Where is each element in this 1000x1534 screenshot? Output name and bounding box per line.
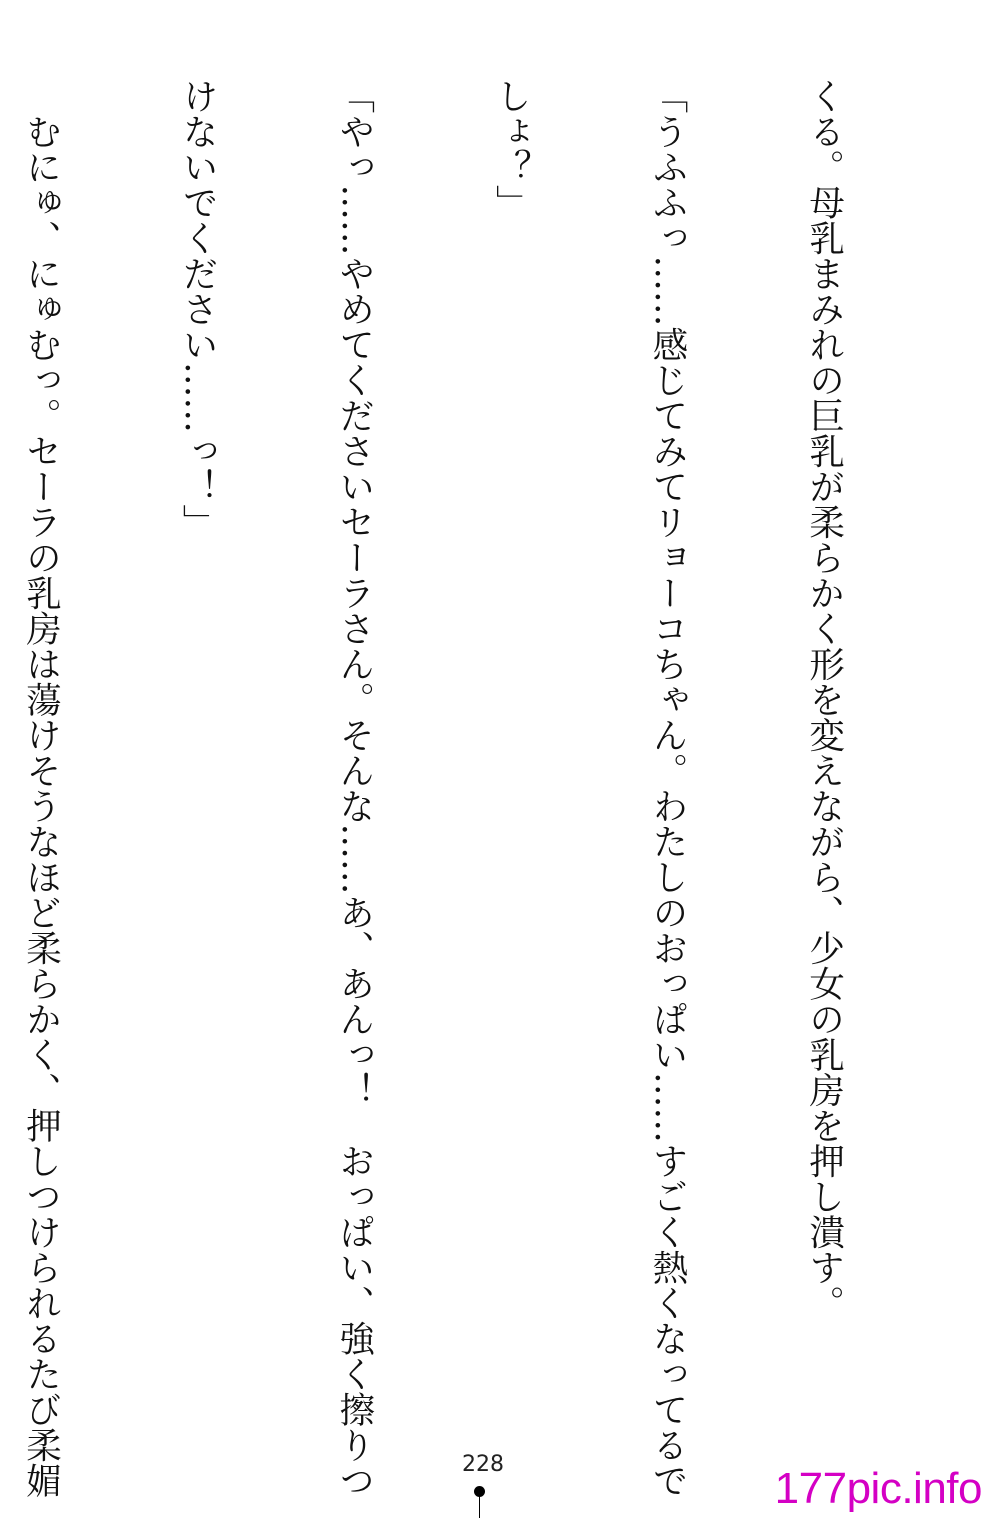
watermark: 177pic.info	[774, 1464, 982, 1513]
text-line: けないでください……っ！」	[177, 78, 219, 540]
page-number: 228	[462, 1452, 504, 1477]
text-line: くる。母乳まみれの巨乳が柔らかく形を変えながら、少女の乳房を押し潰す。	[803, 78, 845, 1321]
page-marker-stem	[479, 1496, 480, 1518]
text-line: むにゅ、にゅむっ。セーラの乳房は蕩けそうなほど柔らかく、押しつけられるたび柔媚	[20, 78, 62, 1498]
text-line: しょ？」	[490, 78, 532, 220]
text-line: 「やっ……やめてくださいセーラさん。そんな……あ、あんっ！ おっぱい、強く擦りつ	[333, 78, 375, 1498]
text-line: 「うふふっ……感じてみてリョーコちゃん。わたしのおっぱい……すごく熱くなってるで	[646, 78, 688, 1498]
